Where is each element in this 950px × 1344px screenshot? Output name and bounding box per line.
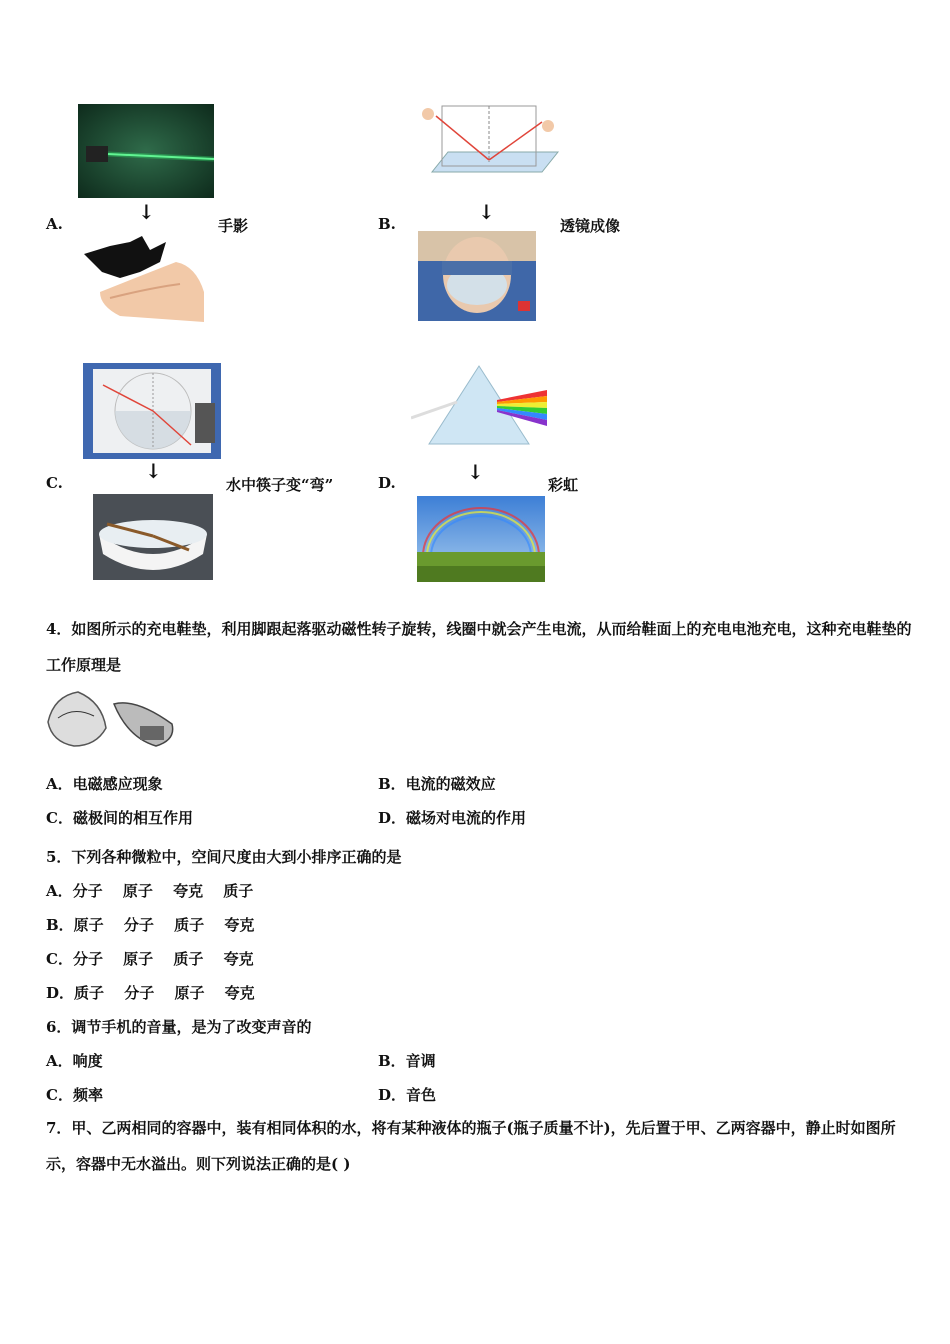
question-5-option-c[interactable]: C．分子 原子 质子 夸克 [46, 950, 254, 968]
question-5-stem: 5．下列各种微粒中，空间尺度由大到小排序正确的是 [46, 848, 402, 866]
question-4-option-c[interactable]: C．磁极间的相互作用 [46, 809, 193, 827]
laser-beam-image [78, 104, 214, 198]
question-6-option-b[interactable]: B．音调 [378, 1052, 436, 1070]
reflection-diagram-image [412, 102, 562, 196]
hand-shadow-image [80, 232, 206, 324]
option-d-caption: 彩虹 [548, 476, 579, 494]
question-5-option-a[interactable]: A．分子 原子 夸克 质子 [46, 882, 254, 900]
question-4-option-d[interactable]: D．磁场对电流的作用 [378, 809, 527, 827]
option-a-caption: 手影 [218, 217, 249, 235]
question-4-option-b[interactable]: B．电流的磁效应 [378, 775, 496, 793]
question-6-option-c[interactable]: C．频率 [46, 1086, 103, 1104]
option-c-label: C. [46, 474, 63, 492]
question-4-stem: 4．如图所示的充电鞋垫，利用脚跟起落驱动磁性转子旋转，线圈中就会产生电流，从而给鞋面上的充电电池充电，这种充电鞋垫的工作原理是 [46, 620, 912, 674]
prism-dispersion-image [411, 362, 547, 448]
rainbow-landscape-image [417, 496, 545, 582]
question-6-stem: 6．调节手机的音量，是为了改变声音的 [46, 1018, 312, 1036]
option-b-label: B. [378, 215, 396, 233]
option-d-label: D. [378, 474, 396, 492]
option-c-caption: 水中筷子变“弯” [226, 476, 334, 494]
arrow-down-icon: ↓ [145, 459, 162, 483]
question-5-option-d[interactable]: D．质子 分子 原子 夸克 [46, 984, 255, 1002]
arrow-down-icon: ↓ [138, 200, 155, 224]
question-5-option-b[interactable]: B．原子 分子 质子 夸克 [46, 916, 255, 934]
bowl-chopsticks-image [93, 494, 213, 580]
water-lens-image [418, 231, 536, 321]
arrow-down-icon: ↓ [478, 200, 495, 224]
option-b-caption: 透镜成像 [560, 217, 621, 235]
arrow-down-icon: ↓ [467, 460, 484, 484]
question-7-stem: 7．甲、乙两相同的容器中，装有相同体积的水，将有某种液体的瓶子(瓶子质量不计)，先后置于甲、乙两容器中，静止时如图所示，容器中无水溢出。则下列说法正确的是( ) [46, 1119, 896, 1173]
question-6-option-a[interactable]: A．响度 [46, 1052, 103, 1070]
option-a-label: A. [46, 215, 63, 233]
question-4-option-a[interactable]: A．电磁感应现象 [46, 775, 163, 793]
question-6-option-d[interactable]: D．音色 [378, 1086, 437, 1104]
charging-insole-image [44, 688, 178, 750]
refraction-protractor-image [83, 363, 221, 459]
